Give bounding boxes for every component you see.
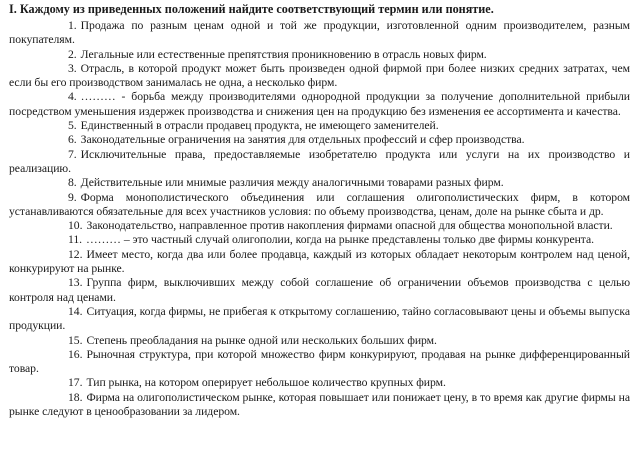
item-number: 16. bbox=[68, 347, 83, 361]
item-text: Фирма на олигополистическом рынке, которая повышает или понижает цену, в то время как другие фирмы на рынке следуют в ценообразовании за лидером. bbox=[9, 390, 630, 419]
item-text: Тип рынка, на котором оперирует небольшое количество крупных фирм. bbox=[86, 376, 446, 390]
list-item bbox=[9, 119, 630, 133]
list-item bbox=[9, 90, 630, 119]
item-number: 3. bbox=[68, 61, 77, 75]
item-text: Ситуация, когда фирмы, не прибегая к открытому соглашению, тайно согласовывают цены и объемы выпуска продукции. bbox=[9, 304, 630, 333]
item-text: ……… – это частный случай олигополии, когда на рынке представлены только две фирмы конкурента. bbox=[86, 233, 595, 247]
item-number: 1. bbox=[68, 19, 77, 32]
item-number: 5. bbox=[68, 119, 77, 133]
item-text: Отрасль, в которой продукт может быть произведен одной фирмой при более низких средних затратах, чем если бы его производством занималась не одна, а несколько фирм. bbox=[9, 61, 630, 90]
list-item bbox=[9, 62, 630, 91]
item-number: 4. bbox=[68, 90, 77, 104]
item-text: Группа фирм, выключивших между собой соглашение об ограничении объемов производства с целью контроля над ценами. bbox=[9, 276, 630, 304]
item-number: 18. bbox=[68, 390, 83, 404]
item-text: Легальные или естественные препятствия проникновению в отрасль новых фирм. bbox=[80, 47, 487, 61]
list-item bbox=[9, 219, 630, 233]
list-item bbox=[9, 48, 630, 62]
item-text: Исключительные права, предоставляемые изобретателю продукта или услуги на их производство и реализацию. bbox=[9, 147, 630, 175]
list-item bbox=[9, 376, 630, 390]
item-number: 14. bbox=[68, 304, 83, 318]
list-item bbox=[9, 276, 630, 305]
item-text: Рыночная структура, при которой множество фирм конкурируют, продавая на рынке дифференцированный товар. bbox=[9, 347, 630, 376]
item-text: Форма монополистического объединения или соглашения олигополистических фирм, в котором устанавливаются обязательные для всех участников условия: по объему производства, ценам, доле на рынке сбыта и др. bbox=[9, 190, 630, 218]
item-number: 8. bbox=[68, 176, 77, 190]
item-text: Продажа по разным ценам одной и той же продукции, изготовленной одним производителем, разным покупателям. bbox=[9, 19, 630, 47]
item-number: 17. bbox=[68, 376, 83, 390]
list-item bbox=[9, 305, 630, 334]
item-number: 13. bbox=[68, 276, 83, 290]
list-item bbox=[9, 148, 630, 177]
list-item bbox=[9, 334, 630, 348]
item-text: Степень преобладания на рынке одной или нескольких больших фирм. bbox=[86, 333, 437, 347]
item-text: ……… - борьба между производителями однородной продукции за получение дополнительной прибыли посредством уменьшения издержек производства и снижения цен на продукцию без изменения ее ассортимента и качества. bbox=[9, 90, 630, 118]
item-number: 2. bbox=[68, 47, 77, 61]
item-number: 11. bbox=[68, 233, 83, 247]
list-item bbox=[9, 19, 630, 48]
list-item bbox=[9, 391, 630, 420]
list-item bbox=[9, 233, 630, 247]
section-heading: I. Каждому из приведенных положений найдите соответствующий термин или понятие. bbox=[9, 2, 494, 16]
item-number: 6. bbox=[68, 133, 77, 147]
item-text: Законодательство, направленное против накопления фирмами опасной для общества монопольной власти. bbox=[86, 219, 613, 233]
item-number: 10. bbox=[68, 219, 83, 233]
item-number: 12. bbox=[68, 247, 83, 261]
item-text: Единственный в отрасли продавец продукта, не имеющего заменителей. bbox=[80, 119, 439, 133]
item-number: 15. bbox=[68, 333, 83, 347]
item-text: Действительные или мнимые различия между аналогичными товарами разных фирм. bbox=[80, 176, 504, 190]
item-number: 7. bbox=[68, 147, 77, 161]
item-text: Законодательные ограничения на занятия для отдельных профессий и сфер производства. bbox=[80, 133, 525, 147]
item-number: 9. bbox=[68, 190, 77, 204]
list-item bbox=[9, 176, 630, 190]
item-text: Имеет место, когда два или более продавца, каждый из которых обладает некоторым контролем над ценой, конкурируют на рынке. bbox=[9, 247, 630, 276]
list-item bbox=[9, 191, 630, 220]
list-item bbox=[9, 348, 630, 377]
list-item bbox=[9, 248, 630, 277]
list-item bbox=[9, 133, 630, 147]
